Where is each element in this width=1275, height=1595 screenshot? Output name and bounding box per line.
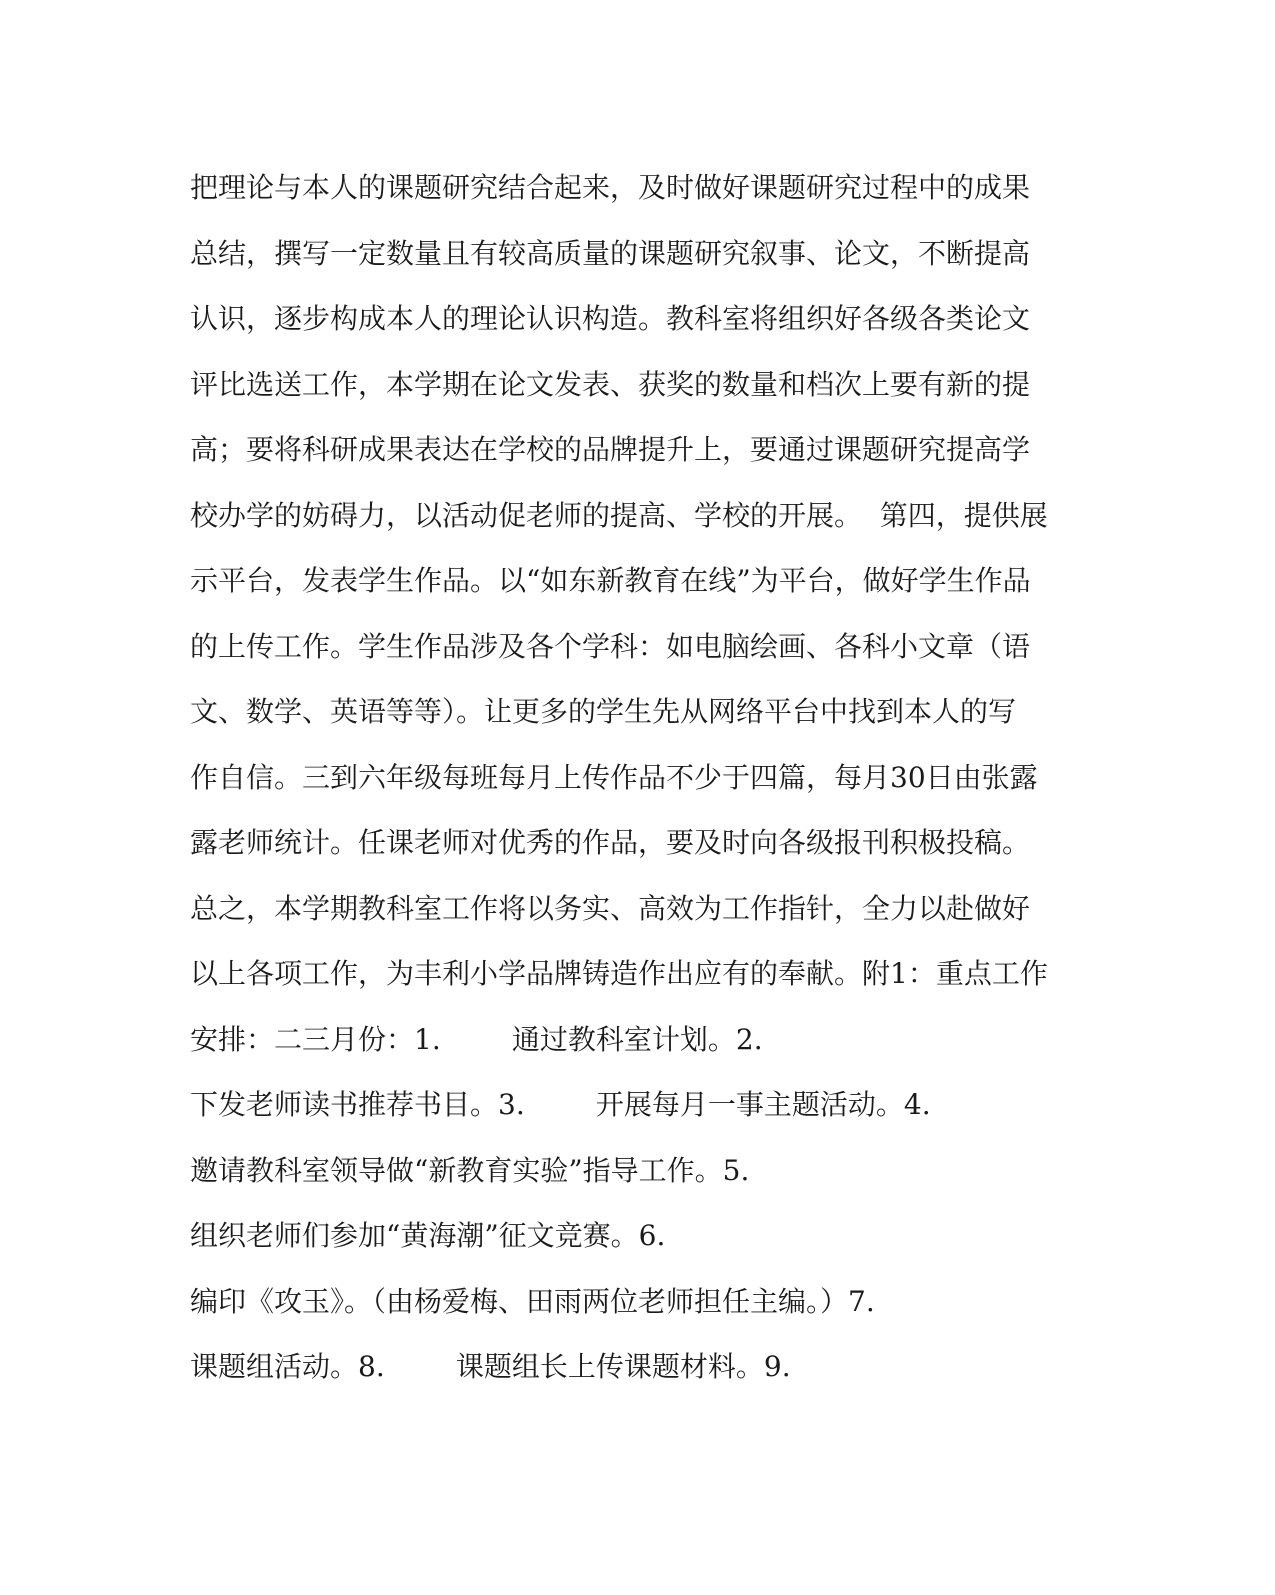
- text-line: 高；要将科研成果表达在学校的品牌提升上，要通过课题研究提高学: [190, 433, 1031, 466]
- text-line: 文、数学、英语等等）。让更多的学生先从网络平台中找到本人的写: [190, 695, 1017, 728]
- text-line: 示平台，发表学生作品。以“如东新教育在线”为平台，做好学生作品: [190, 564, 1031, 597]
- text-line: 的上传工作。学生作品涉及各个学科：如电脑绘画、各科小文章（语: [190, 629, 1031, 663]
- text-line: 露老师统计。任课老师对优秀的作品，要及时向各级报刊积极投稿。: [190, 826, 1031, 859]
- body-text: [190, 168, 1090, 1413]
- text-line: 下发老师读书推荐书目。3. 开展每月一事主题活动。4.: [190, 1088, 931, 1121]
- text-line: 以上各项工作，为丰利小学品牌铸造作出应有的奉献。附1：重点工作: [190, 957, 1048, 990]
- text-line: 校办学的妨碍力，以活动促老师的提高、学校的开展。 第四，提供展: [190, 498, 1048, 532]
- text-line: 把理论与本人的课题研究结合起来，及时做好课题研究过程中的成果: [190, 171, 1031, 204]
- text-line: 认识，逐步构成本人的理论认识构造。教科室将组织好各级各类论文: [190, 302, 1031, 335]
- text-line: 课题组活动。8. 课题组长上传课题材料。9.: [190, 1350, 791, 1383]
- text-line: 总结，撰写一定数量且有较高质量的课题研究叙事、论文，不断提高: [190, 236, 1031, 270]
- text-line: 编印《攻玉》。（由杨爱梅、田雨两位老师担任主编。）7.: [190, 1284, 875, 1318]
- text-line: 作自信。三到六年级每班每月上传作品不少于四篇，每月30日由张露: [190, 760, 1038, 794]
- text-line: 安排：二三月份：1. 通过教科室计划。2.: [190, 1022, 763, 1056]
- text-line: 邀请教科室领导做“新教育实验”指导工作。5.: [190, 1153, 750, 1187]
- text-line: 总之，本学期教科室工作将以务实、高效为工作指针，全力以赴做好: [190, 891, 1031, 925]
- text-line: 组织老师们参加“黄海潮”征文竞赛。6.: [190, 1219, 666, 1252]
- text-line: 评比选送工作，本学期在论文发表、获奖的数量和档次上要有新的提: [190, 367, 1031, 401]
